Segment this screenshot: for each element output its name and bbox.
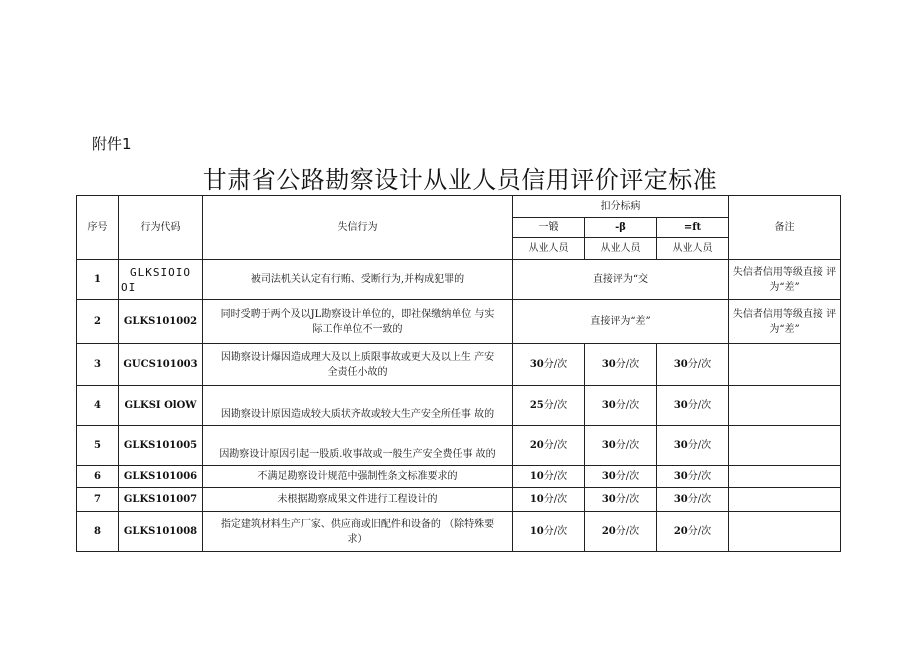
table-row xyxy=(77,426,841,466)
table-row xyxy=(77,344,841,386)
header-col2-bottom: 从业人员 xyxy=(585,238,657,260)
row-code: GLKS101008 xyxy=(119,512,203,552)
row-general-value xyxy=(513,386,585,426)
row-seq: 3 xyxy=(77,344,119,386)
value-unit: 分/次 xyxy=(687,400,712,411)
header-behavior: 失信行为 xyxy=(203,196,513,260)
value-number: 10 xyxy=(529,526,544,537)
table-row xyxy=(77,466,841,488)
value-number: 30 xyxy=(601,400,616,411)
row-remark-line1: 失信者信用等级直接 评 xyxy=(732,266,837,278)
row-remark xyxy=(729,512,841,552)
row-code-line2: OI xyxy=(121,280,137,294)
row-code: GLKSI OlOW xyxy=(119,386,203,426)
row-seq: 4 xyxy=(77,386,119,426)
row-code: GLKS101006 xyxy=(119,466,203,488)
value-number: 30 xyxy=(601,359,616,370)
row-level2-value xyxy=(585,386,657,426)
row-code: GLKS101007 xyxy=(119,488,203,512)
row-remark xyxy=(729,260,841,300)
value-unit: 分/次 xyxy=(543,440,568,451)
row-remark-line1: 失信者信用等级直接 评 xyxy=(732,308,837,320)
row-remark xyxy=(729,488,841,512)
row-code xyxy=(119,260,203,300)
value-unit: 分/次 xyxy=(615,359,640,370)
row-level3-value xyxy=(657,426,729,466)
value-number: 30 xyxy=(601,471,616,482)
value-unit: 分/次 xyxy=(687,494,712,505)
value-unit: 分/次 xyxy=(615,494,640,505)
row-code-line1: GLKSIOIO xyxy=(130,265,191,279)
value-unit: 分/次 xyxy=(615,526,640,537)
table-row xyxy=(77,488,841,512)
row-seq: 2 xyxy=(77,300,119,344)
row-level3-value xyxy=(657,344,729,386)
row-behavior: 被司法机关认定有行贿、受断行为,并构成犯罪的 xyxy=(203,260,513,300)
row-code: GLKS101002 xyxy=(119,300,203,344)
value-number: 30 xyxy=(673,471,688,482)
value-number: 20 xyxy=(529,440,544,451)
header-col1-bottom: 从业人员 xyxy=(513,238,585,260)
row-behavior-line1: 同时受聘于两个及以JL勘察设计单位的，即社保缴纳单位 与实 xyxy=(220,308,495,320)
header-code: 行为代码 xyxy=(119,196,203,260)
row-merged-value: 直接评为“差” xyxy=(513,300,729,344)
row-behavior: 因勘察设计原因造成较大质状齐故或较大生产安全所任事 故的 xyxy=(203,386,513,426)
table-row xyxy=(77,386,841,426)
row-remark xyxy=(729,300,841,344)
row-remark xyxy=(729,466,841,488)
value-number: 20 xyxy=(601,526,616,537)
value-unit: 分/次 xyxy=(543,400,568,411)
table-row xyxy=(77,260,841,300)
row-behavior-line1: 因勘察设计爆因造成理大及以上质限事故或更大及以上生 产安 xyxy=(220,351,495,363)
value-unit: 分/次 xyxy=(615,471,640,482)
row-level2-value xyxy=(585,466,657,488)
row-remark-line2: 为“差” xyxy=(769,323,800,335)
document-title: 甘肃省公路勘察设计从业人员信用评价评定标准 xyxy=(202,166,718,194)
evaluation-standard-table xyxy=(76,195,841,552)
value-unit: 分/次 xyxy=(543,494,568,505)
header-row xyxy=(77,196,841,218)
value-unit: 分/次 xyxy=(543,526,568,537)
row-behavior xyxy=(203,512,513,552)
row-seq: 6 xyxy=(77,466,119,488)
row-remark xyxy=(729,386,841,426)
header-col1-top: 一锻 xyxy=(513,218,585,238)
value-number: 30 xyxy=(673,440,688,451)
value-number: 30 xyxy=(529,359,544,370)
row-behavior-line1: 指定建筑材料生产厂家、供应商或旧配件和设备的 （除特殊要 xyxy=(220,518,495,530)
row-level3-value xyxy=(657,512,729,552)
row-general-value xyxy=(513,512,585,552)
value-number: 20 xyxy=(673,526,688,537)
header-col3-top: =ft xyxy=(657,218,729,238)
row-seq: 5 xyxy=(77,426,119,466)
row-level3-value xyxy=(657,386,729,426)
row-level2-value xyxy=(585,512,657,552)
row-level3-value xyxy=(657,488,729,512)
row-general-value xyxy=(513,488,585,512)
row-behavior-line2: 求） xyxy=(347,533,368,545)
value-number: 25 xyxy=(529,400,544,411)
header-col2-top: -β xyxy=(585,218,657,238)
row-remark-line2: 为“差” xyxy=(769,281,800,293)
value-unit: 分/次 xyxy=(687,440,712,451)
row-remark xyxy=(729,426,841,466)
row-seq: 7 xyxy=(77,488,119,512)
value-number: 30 xyxy=(673,400,688,411)
row-level2-value xyxy=(585,344,657,386)
row-behavior: 未根据勘察成果文件进行工程设计的 xyxy=(203,488,513,512)
attachment-label: 附件1 xyxy=(92,135,132,153)
row-behavior xyxy=(203,300,513,344)
row-level2-value xyxy=(585,426,657,466)
row-code: GUCS101003 xyxy=(119,344,203,386)
value-unit: 分/次 xyxy=(687,359,712,370)
value-number: 30 xyxy=(601,494,616,505)
value-number: 10 xyxy=(529,494,544,505)
header-col3-bottom: 从业人员 xyxy=(657,238,729,260)
value-unit: 分/次 xyxy=(687,526,712,537)
row-behavior-line2: 际工作单位不一致的 xyxy=(312,323,403,335)
value-number: 30 xyxy=(673,359,688,370)
value-unit: 分/次 xyxy=(615,440,640,451)
row-level3-value xyxy=(657,466,729,488)
value-number: 30 xyxy=(601,440,616,451)
value-number: 10 xyxy=(529,471,544,482)
value-unit: 分/次 xyxy=(687,471,712,482)
row-remark xyxy=(729,344,841,386)
value-unit: 分/次 xyxy=(543,471,568,482)
row-general-value xyxy=(513,426,585,466)
value-unit: 分/次 xyxy=(543,359,568,370)
row-seq: 8 xyxy=(77,512,119,552)
table-row xyxy=(77,512,841,552)
row-level2-value xyxy=(585,488,657,512)
value-unit: 分/次 xyxy=(615,400,640,411)
row-behavior-line2: 全责任小故的 xyxy=(327,366,388,378)
row-general-value xyxy=(513,466,585,488)
row-behavior: 因勘察设计原因引起一股质.收事故或一般生产安全费任事 故的 xyxy=(203,426,513,466)
row-seq: 1 xyxy=(77,260,119,300)
row-code: GLKS101005 xyxy=(119,426,203,466)
row-general-value xyxy=(513,344,585,386)
header-seq: 序号 xyxy=(77,196,119,260)
header-deduction: 扣分标病 xyxy=(513,196,729,218)
header-remark: 备注 xyxy=(729,196,841,260)
value-number: 30 xyxy=(673,494,688,505)
row-behavior: 不满足勘察设计规范中强制性条文标准要求的 xyxy=(203,466,513,488)
row-merged-value: 直接评为“交 xyxy=(513,260,729,300)
row-behavior xyxy=(203,344,513,386)
table-row xyxy=(77,300,841,344)
